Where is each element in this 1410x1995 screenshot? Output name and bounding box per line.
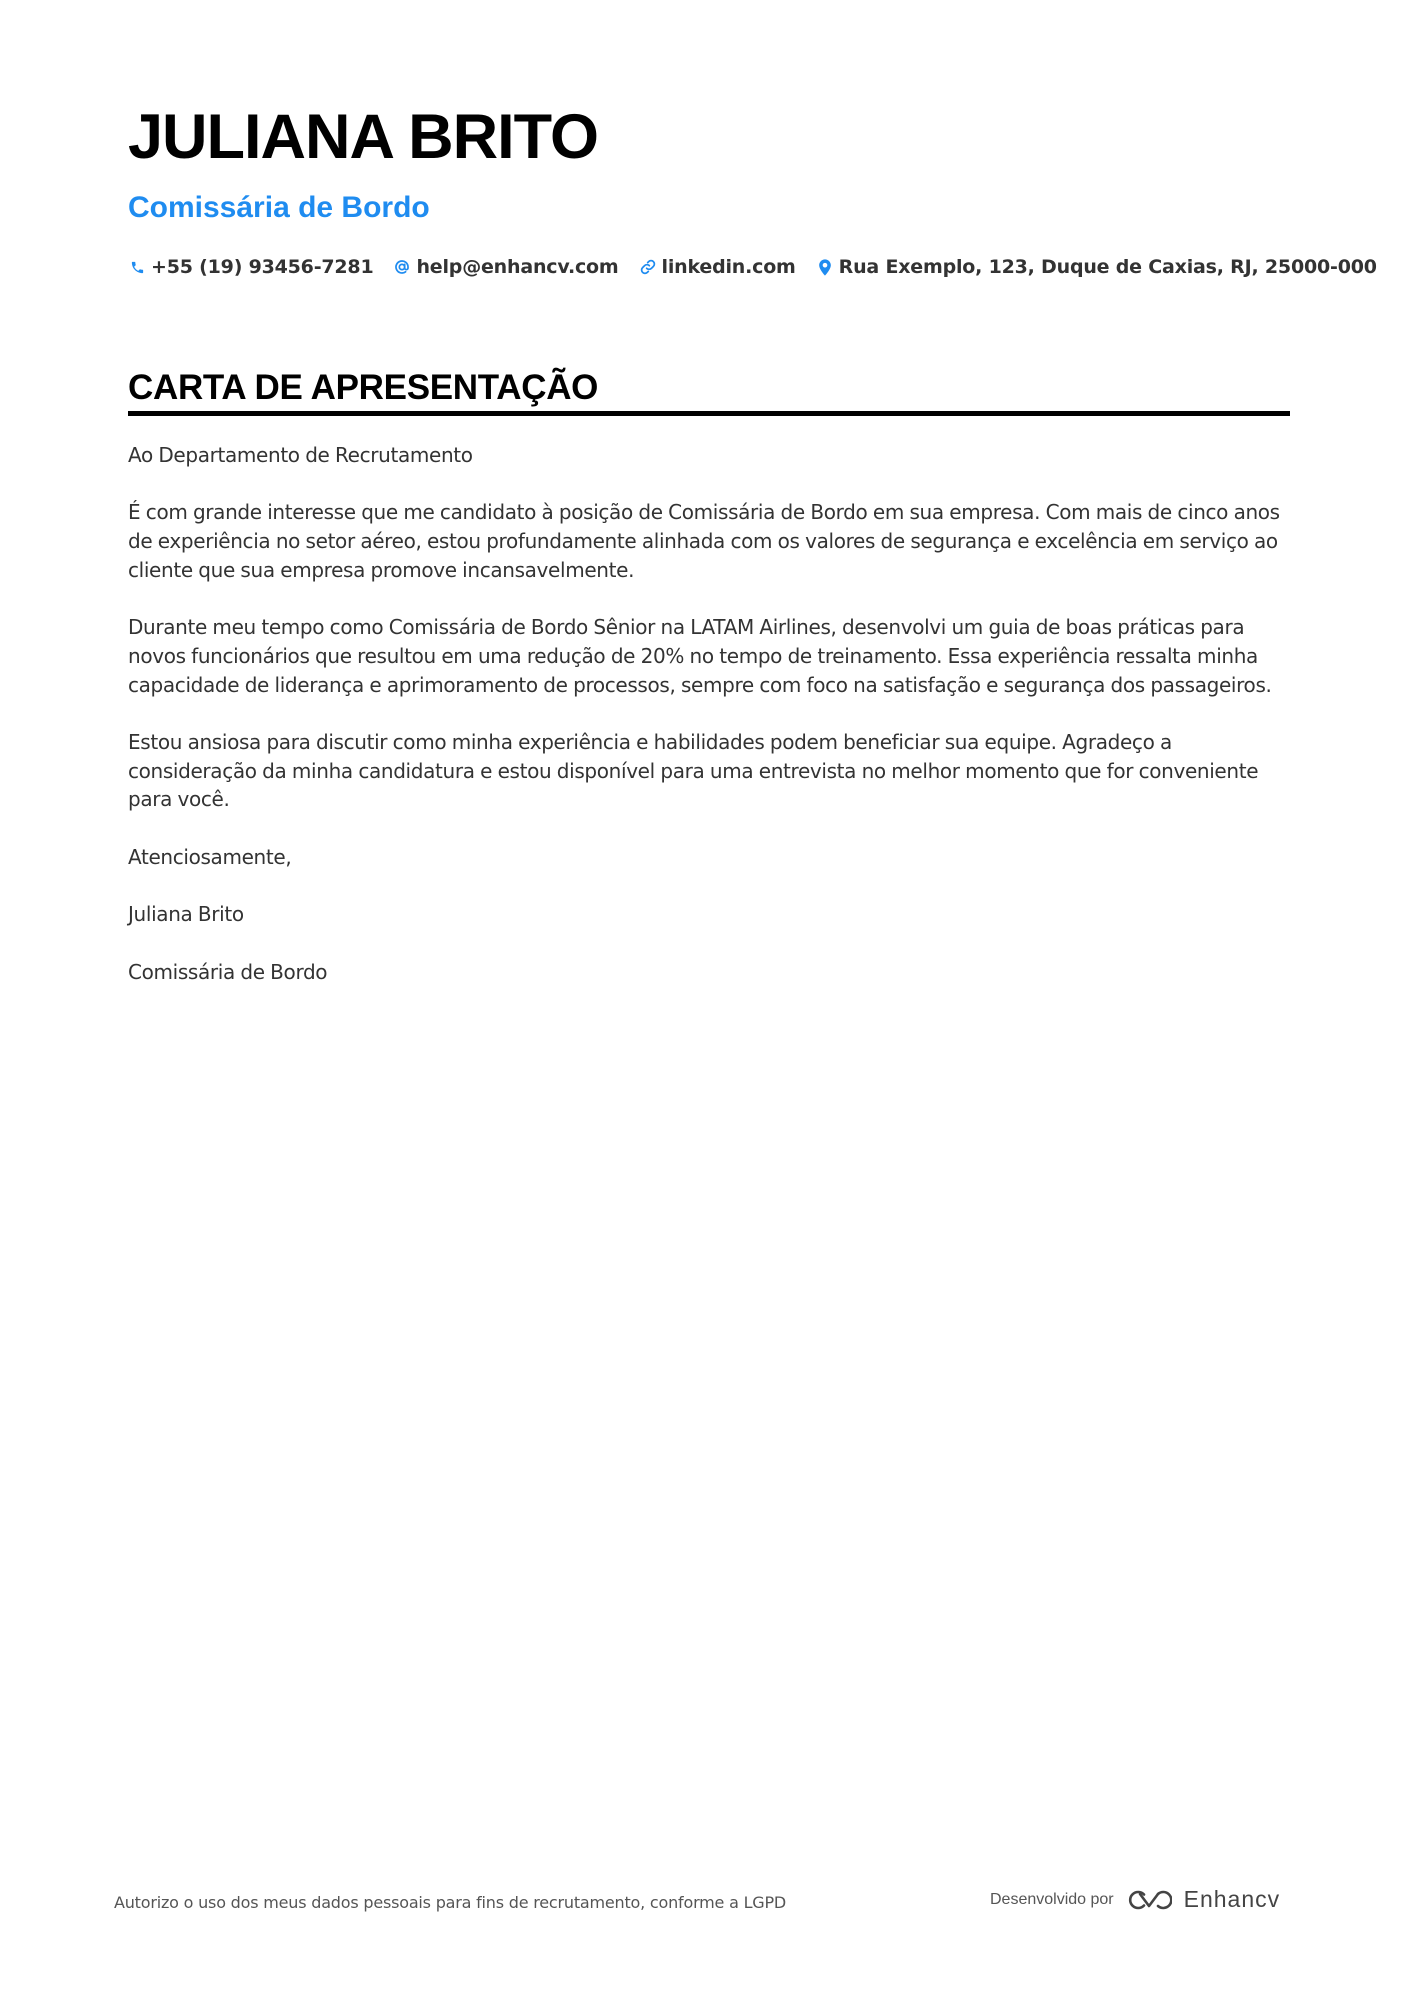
- signature-name: Juliana Brito: [128, 902, 244, 927]
- letter-paragraph: Estou ansiosa para discutir como minha experiência e habilidades podem beneficiar sua equipe. Agradeço a consideração da minha candidatura e estou disponível para uma entrevista no melhor momento que for conveniente para você.: [128, 729, 1259, 812]
- enhancv-logo-icon: [1126, 1888, 1172, 1912]
- candidate-name: JULIANA BRITO: [128, 102, 599, 172]
- letter-paragraph: É com grande interesse que me candidato à posição de Comissária de Bordo em sua empresa. Com mais de cinco anos de experiência no setor aéreo, estou profundamente alinhada com os valores de segurança e excelência em serviço ao cliente que sua empresa promove incansavelmente.: [128, 500, 1280, 582]
- contact-linkedin-text[interactable]: linkedin.com: [661, 256, 796, 278]
- link-icon: [639, 258, 657, 276]
- letter-paragraph: Durante meu tempo como Comissária de Bordo Sênior na LATAM Airlines, desenvolvi um guia de boas práticas para novos funcionários que resultou em uma redução de 20% no tempo de treinamento. Essa experiência ressalta minha capacidade de liderança e aprimoramento de processos, sempre com foco na satisfação e segurança dos passageiros.: [128, 615, 1272, 697]
- signature-title: Comissária de Bordo: [128, 959, 328, 984]
- letter-greeting: Ao Departamento de Recrutamento: [128, 443, 473, 467]
- section-divider: [128, 411, 1290, 416]
- contact-email-text[interactable]: help@enhancv.com: [416, 256, 619, 278]
- letter-closing: Atenciosamente,: [128, 844, 292, 869]
- location-pin-icon: [816, 258, 834, 276]
- contact-email[interactable]: [393, 256, 618, 278]
- contact-address-text: Rua Exemplo, 123, Duque de Caxias, RJ, 25000-000: [838, 256, 1377, 278]
- footer-consent-text: Autorizo o uso dos meus dados pessoais para fins de recrutamento, conforme a LGPD: [114, 1893, 787, 1912]
- contact-phone-text: +55 (19) 93456-7281: [151, 256, 374, 278]
- contact-address: [816, 256, 1377, 278]
- contact-bar: [128, 256, 1397, 278]
- powered-by-label: Desenvolvido por: [990, 1890, 1114, 1908]
- contact-phone: [128, 256, 373, 278]
- phone-icon: [128, 258, 146, 276]
- enhancv-logo-text: Enhancv: [1183, 1886, 1281, 1912]
- footer-branding[interactable]: [990, 1886, 1280, 1913]
- section-title: CARTA DE APRESENTAÇÃO: [128, 368, 599, 407]
- candidate-job-title: Comissária de Bordo: [128, 191, 430, 224]
- at-icon: [393, 258, 411, 276]
- letter-body: [128, 441, 1290, 1015]
- contact-linkedin[interactable]: [639, 256, 796, 278]
